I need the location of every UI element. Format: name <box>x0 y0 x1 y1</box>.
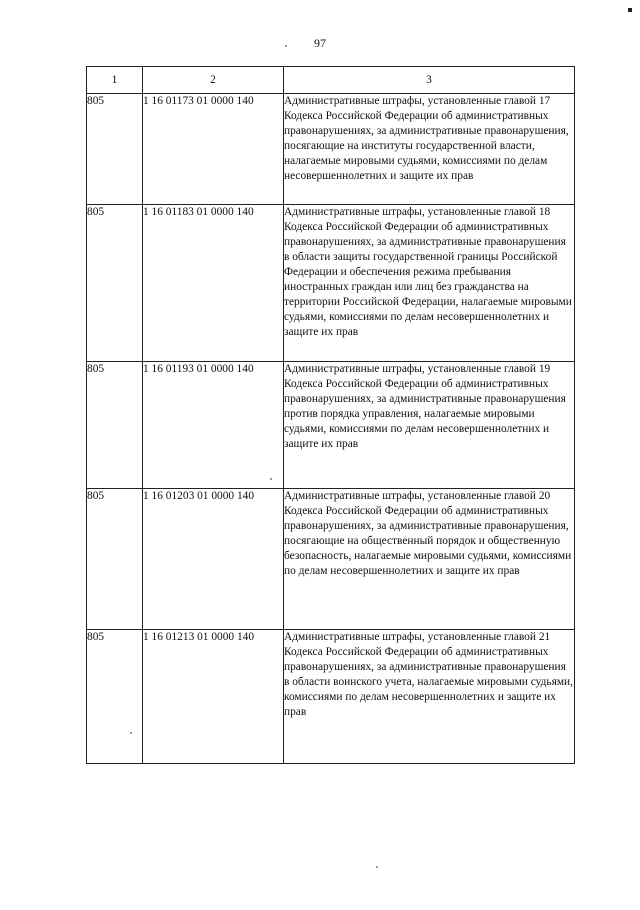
admin-code-cell: 805 <box>87 205 143 362</box>
description-cell: Административные штрафы, установленные главой 19 Кодекса Российской Федерации об административных правонарушениях, за административные правонарушения против порядка управления, налагаемые мировыми судьями, комиссиями по делам несовершеннолетних и защите их прав <box>284 362 575 489</box>
corner-mark <box>628 8 632 12</box>
column-header-1: 1 <box>87 67 143 94</box>
kbk-code-cell: 1 16 01173 01 0000 140 <box>143 94 284 205</box>
scan-speck <box>130 732 132 734</box>
table-header-row <box>87 67 575 94</box>
admin-code-cell: 805 <box>87 362 143 489</box>
description-cell: Административные штрафы, установленные главой 21 Кодекса Российской Федерации об административных правонарушениях, за административные правонарушения в области воинского учета, налагаемые мировыми судьями, комиссиями по делам несовершеннолетних и защите их прав <box>284 630 575 764</box>
admin-code-cell: 805 <box>87 489 143 630</box>
description-cell: Административные штрафы, установленные главой 18 Кодекса Российской Федерации об административных правонарушениях, за административные правонарушения в области защиты государственной границы Российской Федерации и обеспечения режима пребывания иностранных граждан или лиц без гражданства на территории Российской Федерации, налагаемые мировыми судьями, комиссиями по делам несовершеннолетних и защите их прав <box>284 205 575 362</box>
table-row <box>87 489 575 630</box>
column-header-3: 3 <box>284 67 575 94</box>
description-cell: Административные штрафы, установленные главой 17 Кодекса Российской Федерации об административных правонарушениях, за административные правонарушения, посягающие на институты государственной власти, налагаемые мировыми судьями, комиссиями по делам несовершеннолетних и защите их прав <box>284 94 575 205</box>
table-row <box>87 630 575 764</box>
admin-code-cell: 805 <box>87 94 143 205</box>
column-header-2: 2 <box>143 67 284 94</box>
kbk-code-cell: 1 16 01183 01 0000 140 <box>143 205 284 362</box>
scan-speck <box>376 866 378 868</box>
scan-speck <box>270 478 272 480</box>
table-row <box>87 362 575 489</box>
kbk-code-cell: 1 16 01213 01 0000 140 <box>143 630 284 764</box>
page-number: 97 <box>314 36 326 50</box>
table-row <box>87 94 575 205</box>
table-row <box>87 205 575 362</box>
scan-speck <box>285 45 287 47</box>
kbk-code-cell: 1 16 01193 01 0000 140 <box>143 362 284 489</box>
kbk-code-cell: 1 16 01203 01 0000 140 <box>143 489 284 630</box>
admin-code-cell: 805 <box>87 630 143 764</box>
fines-table <box>86 66 575 764</box>
description-cell: Административные штрафы, установленные главой 20 Кодекса Российской Федерации об административных правонарушениях, за административные правонарушения, посягающие на общественный порядок и общественную безопасность, налагаемые мировыми судьями, комиссиями по делам несовершеннолетних и защите их прав <box>284 489 575 630</box>
